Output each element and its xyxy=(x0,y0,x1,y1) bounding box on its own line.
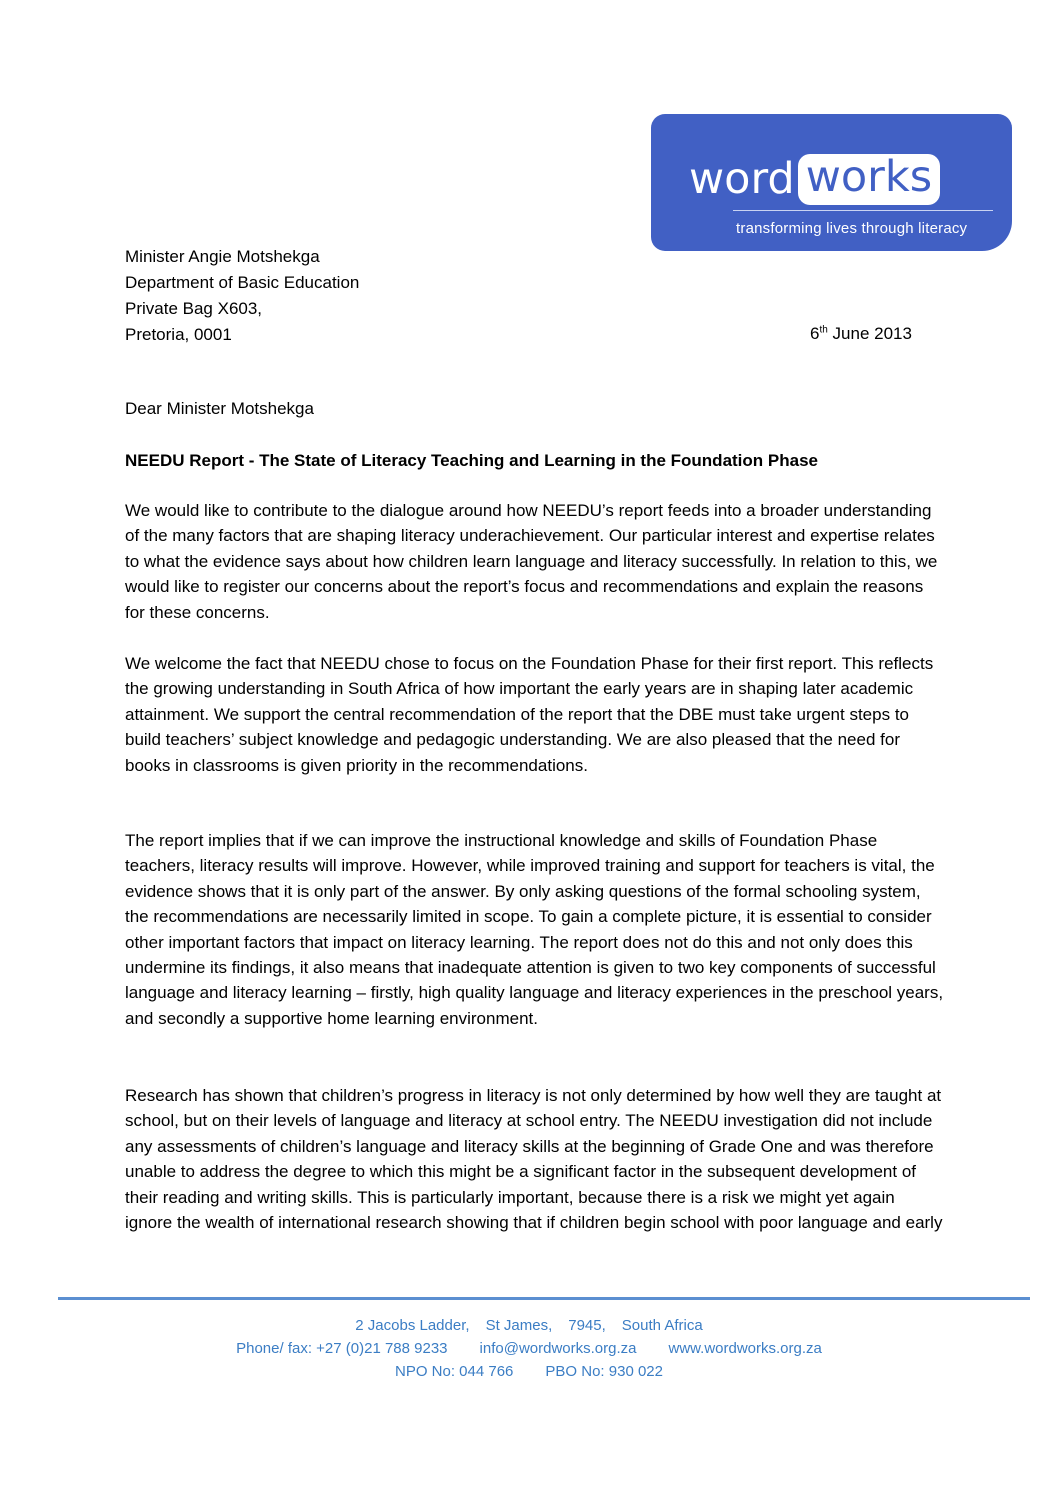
footer-country: South Africa xyxy=(621,1317,703,1334)
footer-contact xyxy=(0,1338,1058,1360)
date-month-year: June 2013 xyxy=(827,324,912,343)
footer-registration xyxy=(0,1361,1058,1383)
address-line-department: Department of Basic Education xyxy=(125,273,360,292)
footer-address xyxy=(0,1315,1058,1337)
footer-website-link[interactable]: www.wordworks.org.za xyxy=(668,1340,822,1357)
logo-tagline: transforming lives through literacy xyxy=(736,220,968,237)
body-paragraph-4: Research has shown that children’s progress in literacy is not only determined by how well they are taught at school, but on their levels of language and literacy at school entry. The NEEDU investigation did not include any assessments of children’s language and literacy skills at the beginning of Grade One and was therefore unable to address the degree to which this might be a significant factor in the subsequent development of their reading and writing skills. This is particularly important, because there is a risk we might yet again ignore the wealth of international research showing that if children begin school with poor language and early xyxy=(125,1086,943,1233)
footer-phone: Phone/ fax: +27 (0)21 788 9233 xyxy=(236,1340,448,1357)
address-line-city: Pretoria, 0001 xyxy=(125,325,232,344)
body-paragraph-1: We would like to contribute to the dialogue around how NEEDU’s report feeds into a broader understanding of the many factors that are shaping literacy underachievement. Our particular interest and expertise relates to what the evidence says about how children learn language and literacy successfully. In relation to this, we would like to register our concerns about the report’s focus and recommendations and explain the reasons for these concerns. xyxy=(125,501,938,622)
body-paragraph-3: The report implies that if we can improve the instructional knowledge and skills of Foundation Phase teachers, literacy results will improve. However, while improved training and support for teachers is vital, the evidence shows that it is only part of the answer. By only asking questions of the formal schooling system, the recommendations are necessarily limited in scope. To gain a complete picture, it is essential to consider other important factors that impact on literacy learning. The report does not do this and not only does this undermine its findings, it also means that inadequate attention is given to two key components of successful language and literacy learning – firstly, high quality language and literacy experiences in the preschool years, and secondly a supportive home learning environment. xyxy=(125,831,944,1028)
logo-word-word: word xyxy=(689,153,795,204)
address-line-name: Minister Angie Motshekga xyxy=(125,247,320,266)
date-suffix: th xyxy=(819,324,828,336)
logo-wordmark xyxy=(689,148,940,210)
footer-divider xyxy=(58,1297,1030,1300)
recipient-address xyxy=(125,244,359,348)
footer-npo: NPO No: 044 766 xyxy=(395,1363,514,1380)
address-line-bag: Private Bag X603, xyxy=(125,299,263,318)
body-paragraph-2: We welcome the fact that NEEDU chose to focus on the Foundation Phase for their first report. This reflects the growing understanding in South Africa of how important the early years are in shaping later academic attainment. We support the central recommendation of the report that the DBE must take urgent steps to build teachers’ subject knowledge and pedagogic understanding. We are also pleased that the need for books in classrooms is given priority in the recommendations. xyxy=(125,654,934,775)
subject-line: NEEDU Report - The State of Literacy Teaching and Learning in the Foundation Phase xyxy=(125,451,818,470)
footer-email-link[interactable]: info@wordworks.org.za xyxy=(479,1340,637,1357)
logo-word-works: works xyxy=(798,154,940,205)
footer-pbo: PBO No: 930 022 xyxy=(545,1363,663,1380)
footer-suburb: St James, xyxy=(485,1317,553,1334)
wordworks-logo xyxy=(651,114,1012,251)
date-day: 6 xyxy=(810,324,820,343)
logo-divider xyxy=(733,210,993,211)
letter-date xyxy=(810,321,912,347)
salutation: Dear Minister Motshekga xyxy=(125,399,314,418)
footer-postcode: 7945, xyxy=(568,1317,606,1334)
footer-street: 2 Jacobs Ladder, xyxy=(355,1317,470,1334)
